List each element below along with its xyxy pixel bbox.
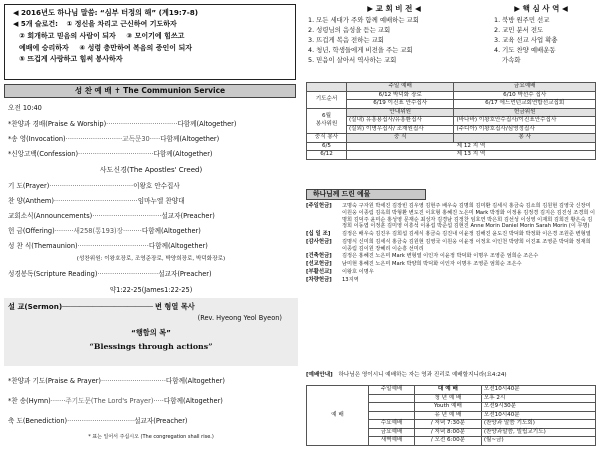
service-title: 성 찬 예 배 ✝ The Communion Service — [74, 86, 226, 95]
service-time: 오전 10:40 — [8, 104, 42, 112]
duty-cell: 제 12 지 역 — [347, 142, 596, 151]
slogan-3b: 예배에 승리하자 — [19, 43, 69, 52]
scripture-ref: 약1:22-25(James1:22-25) — [109, 286, 193, 294]
slogan-3: ③ 모이기에 힘쓰고 — [126, 31, 185, 40]
worship-schedule — [306, 385, 596, 446]
order-row: *송 영(Invocation)···························교독문30·····다함께(Altogether) — [8, 135, 220, 143]
offering-row: [부활선교] 이왕호 이명우 — [306, 268, 374, 275]
slogan-5: ⑤ 뜨겁게 사랑하고 힘써 봉사하자 — [19, 55, 123, 64]
slogan-1: ① 정신을 차리고 근신하여 기도하자 — [66, 20, 177, 28]
duty-cell: 6/19 이진표 안수집사 — [347, 100, 454, 109]
creed-line: 사도신경(The Apostles' Creed) — [99, 166, 203, 174]
worship-verse — [306, 372, 596, 382]
core-ministries — [486, 4, 596, 80]
duty-cell: (주디아) 이왕호집사/심영정집사 — [454, 125, 596, 134]
order-row: 교회소식(Announcements)·································설교자(Preacher) — [8, 212, 215, 220]
schedule-cell: 오후 2시 — [481, 394, 595, 403]
verse-label: [예배안내] — [306, 372, 333, 378]
schedule-cell: 오전10시40분 — [481, 411, 595, 420]
service-title-bar — [4, 84, 296, 98]
duty-cell: 중 식 — [347, 134, 454, 143]
sermon-line: 설 교(Sermon)───────────────────── 변 형열 목사 — [8, 302, 195, 311]
meal-label: 중식 봉사 — [307, 134, 347, 143]
schedule-cell: 주일예배 — [369, 386, 415, 395]
order-row: *신앙고백(Confession)····································다함께(Altogether) — [8, 150, 213, 158]
schedule-cell: 오전10시40분 — [481, 386, 595, 395]
vision-item: 5. 믿음이 살아서 역사하는 교회 — [308, 56, 397, 65]
offerings-title: 하나님께 드린 예물 — [313, 190, 371, 198]
core-item: 2. 교민 분서 전도 — [494, 26, 544, 35]
duty-cell: (실내) 유흥용집사/유흥환집사 — [347, 117, 454, 126]
duty-cell: 6/5 — [307, 142, 347, 151]
duty-table — [306, 82, 596, 160]
duty-head-friday: 금요예배 — [454, 83, 596, 92]
schedule-cell: (찬양과말씀, 빌립교기도) — [481, 428, 595, 437]
schedule-cell: / 오전 6:00분 — [415, 437, 482, 446]
duty-head-sunday: 주일 예배 — [347, 83, 454, 92]
verse-text: 하나님은 영이시니 예배하는 자는 영과 진리로 예배할지니라(요4:24) — [338, 372, 507, 378]
vision-item: 3. 뜨겁게 복음 전하는 교회 — [308, 36, 384, 45]
core-item: 가속화 — [502, 56, 521, 65]
service-order — [8, 104, 294, 459]
core-item: 4. 기도 찬양 예배운동 — [494, 46, 556, 55]
schedule-cell: (찬양과 말씀 기도회) — [481, 420, 595, 429]
communion-helpers: (성찬위원: 이왕호장로, 조영준장로, 박양희장로, 박덕화장로) — [76, 256, 226, 262]
core-title: ▶ 핵 심 사 역 ◀ — [514, 4, 568, 13]
schedule-cell: Youth 예배 — [415, 403, 482, 412]
order-row: *찬양과 경배(Praise & Worship)··································다함께(Altogether) — [8, 120, 237, 128]
schedule-cell — [369, 403, 415, 412]
schedule-cell: / 저녁 8:00분 — [415, 428, 482, 437]
duty-cell: 6/10 박선수 집사 — [454, 91, 596, 100]
duty-cell: 헌금위원 — [454, 108, 596, 117]
duty-cell: 봉 사 — [454, 134, 596, 143]
duty-cell: (바나바) 이왕호안수집사/이진표안수집사 — [454, 117, 596, 126]
annual-word-box — [4, 4, 296, 80]
schedule-label: 예 배 — [307, 386, 369, 446]
order-row: 찬 양(Anthem)········································임마누엘 찬양대 — [8, 197, 185, 205]
schedule-cell: 청 년 예 배 — [415, 394, 482, 403]
order-row: 헌 금(Offering)·········새258(통193)장·········다함께(Altogether) — [8, 227, 201, 235]
core-item: 3. 교육 선교 사업 확충 — [494, 36, 558, 45]
duty-cell: 6/17 에드먼턴교회연합선교집회 — [454, 100, 596, 109]
sermon-title: “행함의 복” — [131, 328, 171, 337]
preacher-en: (Rev. Hyeong Yeol Byeon) — [197, 314, 282, 322]
duty-cell: 안내위원 — [347, 108, 454, 117]
schedule-cell: 대 예 배 — [415, 386, 482, 395]
offering-row: [감사헌금] 김명식 신미희 김세식 홍금숙 김원현 김영국 이원웅 이윤정 이정호 이인천 박양희 이진표 조영준 박덕화 정재희 이종림 김이원 장혜리 이순흥 선미리 — [306, 238, 591, 252]
schedule-cell: 새벽예배 — [369, 437, 415, 446]
vision-title: ▶ 교 회 비 전 ◀ — [367, 4, 421, 13]
order-row: 성경봉독(Scripture Reading)·····························설교자(Preacher) — [8, 270, 212, 278]
standing-note: * 표는 일어서 주십시오 (The congregation shall rise.) — [88, 434, 214, 440]
schedule-cell: (월~금) — [481, 437, 595, 446]
serve-label: 6월 봉사위원 — [307, 108, 347, 134]
schedule-cell — [369, 411, 415, 420]
offerings-title-bar — [306, 189, 426, 200]
offering-row: [주일헌금] 고명숙 구자원 박세진 김장빈 김우영 김현주 배우숙 김명희 김미환 김세식 홍금숙 김소희 김원현 김영국 신장미 이원웅 이종림 김옥희 박형환 변도진 이호형 홍혜진 노은미 Mark 박정화 이정용 김정경 김지은 김진성 조경희 이명희 김덕주 윤미순 홍성영 문재순 최성자 김경남 김정찬 임호연 박은희 김선성 이성영 이재희 김희진 황은숙 김정희 이동엽 이정훈 김미영 이흥석 이용섭 박준섭 김현진 Anne Morin Daniel Morin Sarah Morin (이 무명) — [306, 203, 596, 230]
schedule-cell: 수요예배 — [369, 420, 415, 429]
duty-cell: (실외) 이명우집사/ 조재원집사 — [347, 125, 454, 134]
offering-row: [건축헌금] 김정은 홍혜진 노은미 Mark 변형열 이인자 이윤정 박덕화 이명우 조영준 엄희순 조은수 — [306, 253, 539, 260]
sermon-title-en: “Blessings through actions” — [89, 342, 213, 351]
schedule-cell: 오전9시30분 — [481, 403, 595, 412]
schedule-cell: 금요예배 — [369, 428, 415, 437]
core-item: 1. 북방 원주민 선교 — [494, 16, 550, 25]
order-row: 성 찬 식(Themaunion)··································다함께(Altogether) — [8, 242, 208, 250]
offering-row: [선교헌금] 남미현 홍혜진 노은미 Mark 박양희 박덕화 이인자 이명우 조영준 엄희순 조은수 — [306, 261, 522, 267]
vision-item: 2. 성령님의 음성을 듣는 교회 — [308, 26, 391, 35]
offerings-list — [306, 203, 596, 363]
slogan-title: ◀ 5개 슬로건: — [13, 20, 58, 28]
slogan-2: ② 회개하고 믿음의 사람이 되자 — [19, 31, 116, 40]
duty-cell: 제 13 지 역 — [347, 151, 596, 160]
vision-item: 4. 청년, 학생들에게 비전을 주는 교회 — [308, 46, 413, 55]
order-row: 기 도(Prayer)········································이왕호 안수집사 — [8, 182, 180, 190]
order-row: 축 도(Benediction)································설교자(Preacher) — [8, 417, 188, 425]
offering-row: [차량헌금] 13지역 — [306, 276, 359, 283]
duty-cell: 6/12 — [307, 151, 347, 160]
church-vision — [308, 4, 480, 80]
duty-cell: 6/12 박덕화 장로 — [347, 91, 454, 100]
offering-row: [십 일 조] 김정은 배우숙 김진우 김희섭 김세식 홍금숙 김진내 이윤정 김해진 윤도진 박덕화 박정화 이은경 조원준 변형열 — [306, 231, 591, 237]
order-row: *찬양과 기도(Praise & Prayer)·······························다함께(Altogether) — [8, 377, 225, 385]
schedule-cell — [369, 394, 415, 403]
order-row: *찬 송(Hymn)·······주기도문(The Lord's Prayer)·····다함께(Altogether) — [8, 397, 223, 405]
vision-item: 1. 모든 세대가 주와 함께 예배하는 교회 — [308, 16, 419, 25]
schedule-cell: 유 년 예 배 — [415, 411, 482, 420]
schedule-cell: / 저녁 7:30분 — [415, 420, 482, 429]
annual-word-title: ◀ 2016년도 하나님 말씀: “심부 터정의 해” (계19:7-8) — [13, 8, 199, 17]
prayer-label: 기도순서 — [307, 91, 347, 108]
slogan-4: ④ 성령 충만하여 복음의 증인이 되자 — [79, 43, 192, 52]
